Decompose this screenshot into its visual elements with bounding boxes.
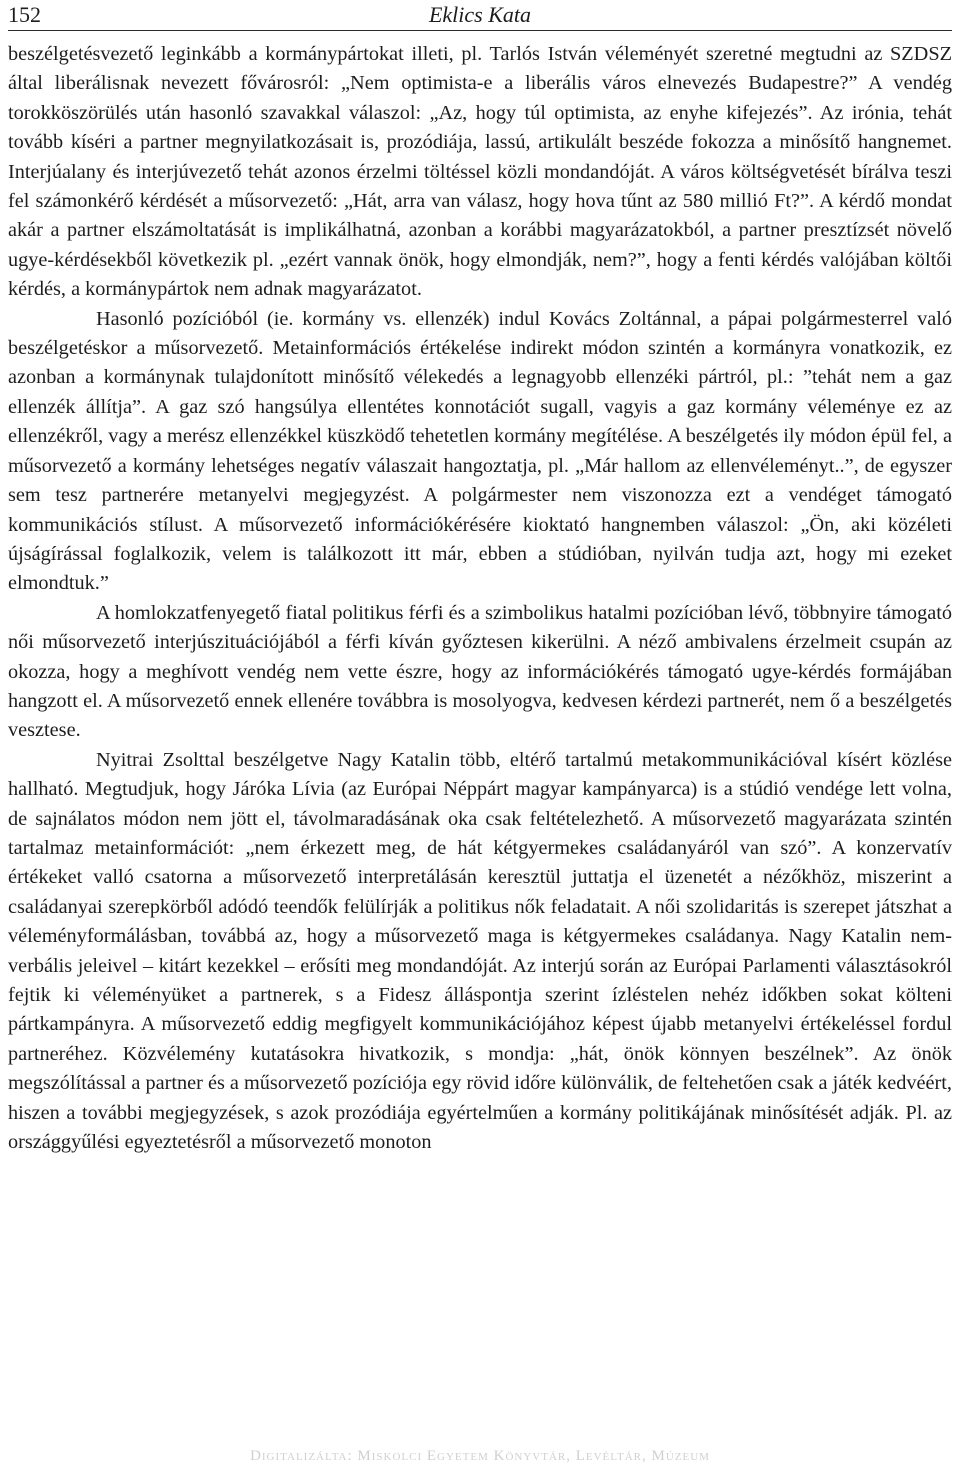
paragraph-4: Nyitrai Zsolttal beszélgetve Nagy Katalin több, eltérő tartalmú metakommunikációval kísért közlése hallható. Megtudjuk, hogy Járóka Lívia (az Európai Néppárt magyar kampányarca) is a stúdió vendége lett volna, de sajnálatos módon nem jött el, távolmaradásának oka csak feltételezhető. A műsorvezető magyarázata szintén tartalmaz metainformációt: „nem érkezett meg, de hát kétgyermekes családanyáról van szó”. A konzervatív értékeket valló csatorna a műsorvezető interpretálásán keresztül juttatja el üzenetét a nézőkhöz, miszerint a családanyai szerepkörből adódó teendők felülírják a politikus nők feladatait. A női szolidaritás is szerepet játszhat a véleményformálásban, továbbá az, hogy a műsorvezető maga is kétgyermekes családanya. Nagy Katalin nem-verbális jeleivel – kitárt kezekkel – erősíti meg mondandóját. Az interjú során az Európai Parlamenti választásokról fejtik ki véleményüket a partnerek, s a Fidesz álláspontja szerint ízléstelen nehéz időkben sokat költeni pártkampányra. A műsorvezető eddig megfigyelt kommunikációjához képest újabb metanyelvi értékeléssel fordul partneréhez. Közvélemény kutatásokra hivatkozik, s mondja: „hát, önök könnyen beszélnek”. Az önök megszólítással a partner és a műsorvezető pozíciója egy rövid időre különválik, de feltehetően csak a játék kedvéért, hiszen a további megjegyzések, s azok prozódiája egyértelműen a kormány politikájának minősítését adják. Pl. az országgyűlési egyeztetésről a műsorvezető monoton [8, 748, 952, 1154]
digitization-footer: Digitalizálta: Miskolci Egyetem Könyvtár, Levéltár, Múzeum [250, 1448, 710, 1464]
page-number: 152 [8, 2, 41, 27]
paragraph-2: Hasonló pozícióból (ie. kormány vs. ellenzék) indul Kovács Zoltánnal, a pápai polgármesterrel való beszélgetéskor a műsorvezető. Metainformációs értékelése indirekt módon szintén a kormányra vonatkozik, ez azonban a kormánynak tulajdonított minősítő vélekedés a legnagyobb ellenzéki pártról, pl.: ”tehát nem a gaz ellenzék állítja”. A gaz szó hangsúlya ellentétes konnotációt sugall, vagyis a gaz kormány véleménye ez az ellenzékről, vagy a merész ellenzékkel küszködő tehetetlen kormány megítélése. A beszélgetés ily módon épül fel, a műsorvezető a kormány lehetséges negatív válaszait hangoztatja, pl. „Már hallom az ellenvéleményt..”, de egyszer sem tesz partnerére metanyelvi megjegyzést. A polgármester nem viszonozza ezt a vendéget támogató kommunikációs stílust. A műsorvezető információkérésére kioktató hangnemben válaszol: „Ön, aki közéleti újságírással foglalkozik, velem is találkozott itt már, ebben a stúdióban, nyilván tudja azt, hogy mi ezeket elmondtuk.” [8, 307, 952, 595]
page-header [8, 0, 952, 31]
running-head-author: Eklics Kata [428, 2, 532, 27]
body-text [8, 40, 952, 1157]
paragraph-1: beszélgetésvezető leginkább a kormánypártokat illeti, pl. Tarlós István véleményét szeretné megtudni az SZDSZ által liberálisnak nevezett fővárosról: „Nem optimista-e a liberális város elnevezés Budapestre?” A vendég torokköszörülés után hasonló szavakkal válaszol: „Az, hogy túl optimista, az enyhe kifejezés”. Az irónia, tehát tovább kíséri a partner megnyilatkozásait is, prozódiája, lassú, artikulált beszéde fokozza a minősítő hangnemet. Interjúalany és interjúvezető tehát azonos érzelmi töltéssel közli mondandóját. A város költségvetését bírálva teszi fel számonkérő kérdését a műsorvezető: „Hát, arra van válasz, hogy hova tűnt az 580 millió Ft?”. A kérdő mondat akár a partner elszámoltatását is implikálhatná, azonban a korábbi magyarázatokból, a partner presztízsét növelő ugye-kérdésekből következik pl. „ezért vannak önök, hogy elmondják, nem?”, hogy a fenti kérdés valójában költői kérdés, a kormánypártok nem adnak magyarázatot. [8, 43, 952, 301]
paragraph-3: A homlokzatfenyegető fiatal politikus férfi és a szimbolikus hatalmi pozícióban lévő, többnyire támogató női műsorvezető interjúszituációjából a férfi kíván győztesen kikerülni. A néző ambivalens érzelmeit csupán az okozza, hogy a meghívott vendég nem vette észre, hogy az információkérés támogató ugye-kérdés formájában hangzott el. A műsorvezető ennek ellenére továbbra is mosolyogva, kedvesen kérdezi partnerét, nem ő a beszélgetés vesztese. [8, 601, 952, 742]
